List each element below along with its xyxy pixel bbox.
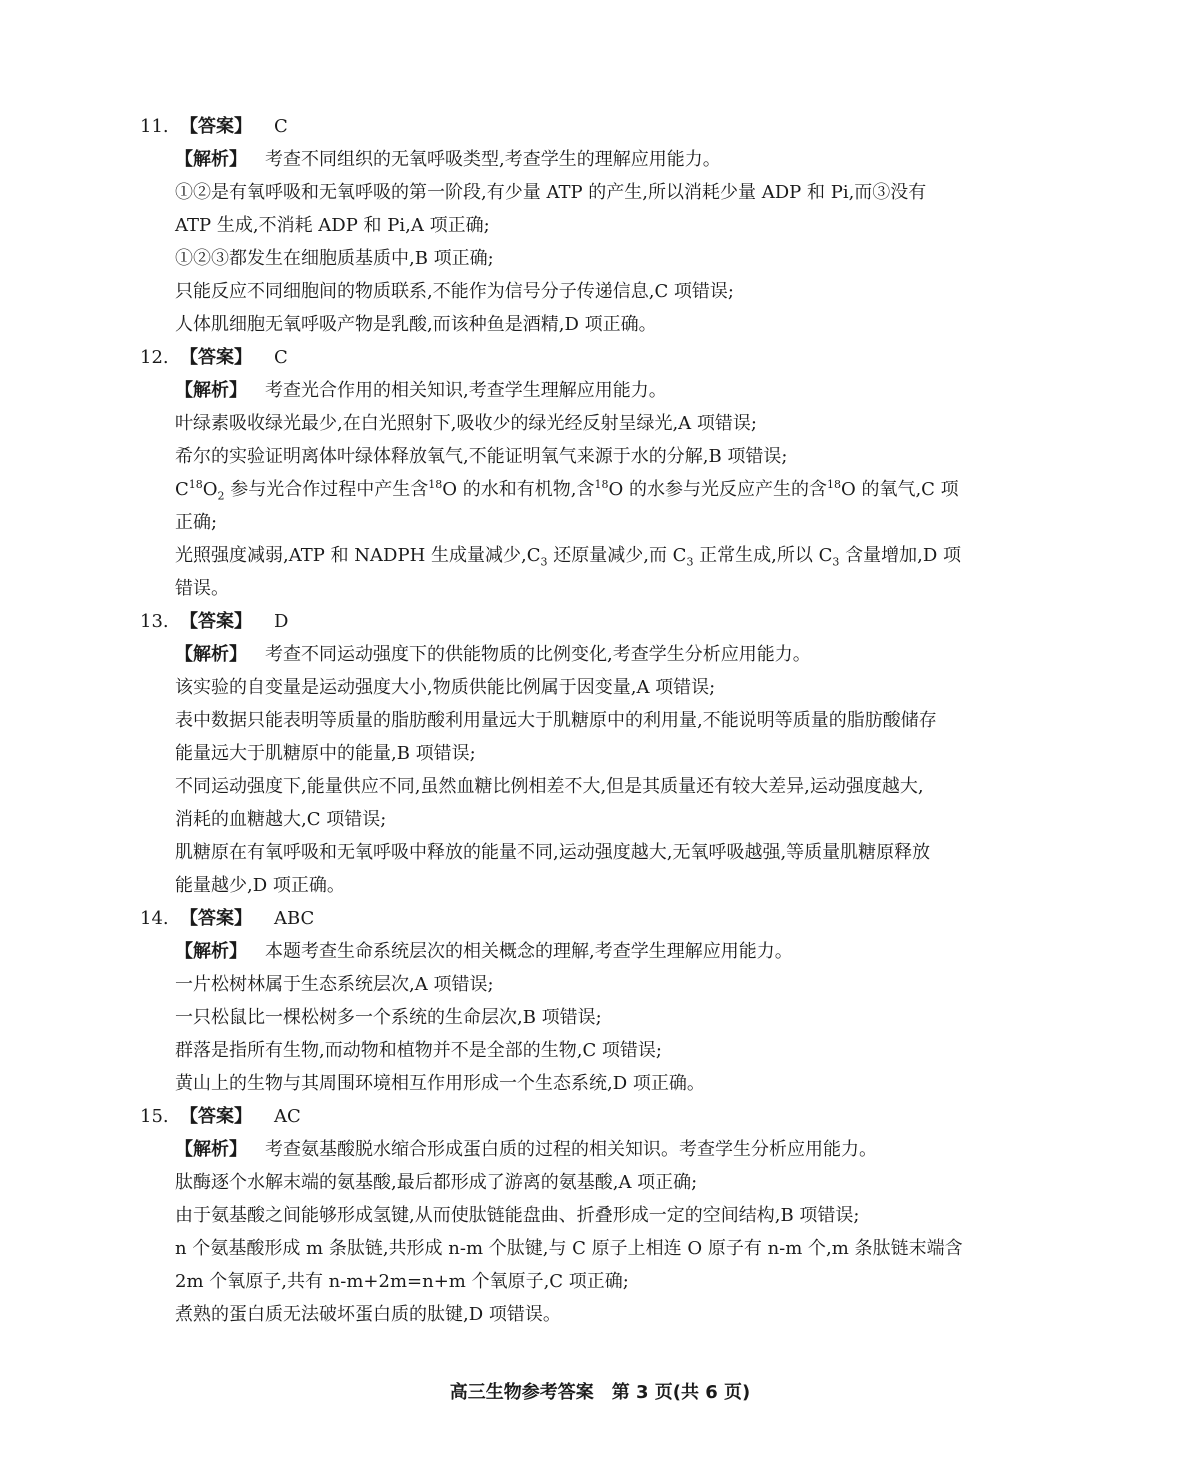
analysis-lead [140,143,1060,176]
analysis-lead-text: 考查光合作用的相关知识,考查学生理解应用能力。 [265,380,667,401]
analysis-line: 能量远大于肌糖原中的能量,B 项错误; [175,743,476,764]
analysis-lead-text: 考查不同运动强度下的供能物质的比例变化,考查学生分析应用能力。 [265,644,811,665]
analysis-line: ATP 生成,不消耗 ADP 和 Pi,A 项正确; [175,215,490,236]
analysis-lead [140,935,1060,968]
answer-tag: 【答案】 [180,908,252,929]
analysis-lead [140,1133,1060,1166]
question-14 [140,902,1060,1100]
answer-content [140,110,1060,1331]
analysis-line: 群落是指所有生物,而动物和植物并不是全部的生物,C 项错误; [175,1040,662,1061]
analysis-lead [140,374,1060,407]
answer-line [140,110,1060,143]
answer-tag: 【答案】 [180,116,252,137]
analysis-line: 肽酶逐个水解末端的氨基酸,最后都形成了游离的氨基酸,A 项正确; [175,1172,698,1193]
analysis-line: 该实验的自变量是运动强度大小,物质供能比例属于因变量,A 项错误; [175,677,716,698]
analysis-line: 能量越少,D 项正确。 [175,875,345,896]
analysis-line: n 个氨基酸形成 m 条肽链,共形成 n-m 个肽键,与 C 原子上相连 O 原子有 n-m 个,m 条肽链末端含 [175,1238,963,1259]
question-number: 15. [140,1106,169,1127]
question-11 [140,110,1060,341]
question-number: 12. [140,347,169,368]
analysis-lead [140,638,1060,671]
answer-line [140,1100,1060,1133]
answer-line [140,341,1060,374]
answer-line [140,902,1060,935]
question-15 [140,1100,1060,1331]
analysis-tag: 【解析】 [175,380,247,401]
analysis-lead-text: 本题考查生命系统层次的相关概念的理解,考查学生理解应用能力。 [265,941,793,962]
analysis-lead-text: 考查不同组织的无氧呼吸类型,考查学生的理解应用能力。 [265,149,721,170]
analysis-line: ①②③都发生在细胞质基质中,B 项正确; [175,248,494,269]
analysis-line: 黄山上的生物与其周围环境相互作用形成一个生态系统,D 项正确。 [175,1073,705,1094]
analysis-line: 由于氨基酸之间能够形成氢键,从而使肽链能盘曲、折叠形成一定的空间结构,B 项错误; [175,1205,860,1226]
analysis-line: 叶绿素吸收绿光最少,在白光照射下,吸收少的绿光经反射呈绿光,A 项错误; [175,413,757,434]
question-number: 14. [140,908,169,929]
analysis-line: 不同运动强度下,能量供应不同,虽然血糖比例相差不大,但是其质量还有较大差异,运动强度越大, [175,776,924,797]
analysis-tag: 【解析】 [175,1139,247,1160]
analysis-line: 肌糖原在有氧呼吸和无氧呼吸中释放的能量不同,运动强度越大,无氧呼吸越强,等质量肌糖原释放 [175,842,931,863]
analysis-line-isotope: $C^{18}O_2$ 参与光合作过程中产生含$^{18}$O 的水和有机物,含$^{18}$O 的水参与光反应产生的含$^{18}$O 的氧气,C 项 [175,478,959,503]
answer-value: D [274,611,289,632]
analysis-line: 一只松鼠比一棵松树多一个系统的生命层次,B 项错误; [175,1007,602,1028]
analysis-line: 煮熟的蛋白质无法破坏蛋白质的肽键,D 项错误。 [175,1304,561,1325]
answer-value: C [274,116,288,137]
answer-tag: 【答案】 [180,611,252,632]
question-number: 13. [140,611,169,632]
answer-value: C [274,347,288,368]
answer-value: AC [274,1106,301,1127]
answer-value: ABC [274,908,315,929]
analysis-line-c3: 光照强度减弱,ATP 和 NADPH 生成量减少$,C_3$ 还原量减少,而 $C_3$ 正常生成,所以 $C_3$ 含量增加,D 项 [175,545,961,569]
analysis-line: 希尔的实验证明离体叶绿体释放氧气,不能证明氧气来源于水的分解,B 项错误; [175,446,788,467]
analysis-tag: 【解析】 [175,644,247,665]
analysis-line: ①②是有氧呼吸和无氧呼吸的第一阶段,有少量 ATP 的产生,所以消耗少量 ADP 和 Pi,而③没有 [175,182,927,203]
analysis-line: 表中数据只能表明等质量的脂肪酸利用量远大于肌糖原中的利用量,不能说明等质量的脂肪酸储存 [175,710,937,731]
question-12 [140,341,1060,605]
analysis-line: 消耗的血糖越大,C 项错误; [175,809,387,830]
question-13 [140,605,1060,902]
analysis-tag: 【解析】 [175,941,247,962]
analysis-lead-text: 考查氨基酸脱水缩合形成蛋白质的过程的相关知识。考查学生分析应用能力。 [265,1139,877,1160]
question-number: 11. [140,116,169,137]
answer-tag: 【答案】 [180,1106,252,1127]
answer-tag: 【答案】 [180,347,252,368]
page-footer: 高三生物参考答案 第 3 页(共 6 页) [449,1382,751,1403]
analysis-line: 人体肌细胞无氧呼吸产物是乳酸,而该种鱼是酒精,D 项正确。 [175,314,657,335]
answer-line [140,605,1060,638]
analysis-line: 2m 个氧原子,共有 n-m+2m=n+m 个氧原子,C 项正确; [175,1271,629,1292]
analysis-line: 正确; [175,512,218,533]
analysis-line: 只能反应不同细胞间的物质联系,不能作为信号分子传递信息,C 项错误; [175,281,734,302]
analysis-tag: 【解析】 [175,149,247,170]
analysis-line: 错误。 [175,578,229,599]
analysis-line: 一片松树林属于生态系统层次,A 项错误; [175,974,494,995]
